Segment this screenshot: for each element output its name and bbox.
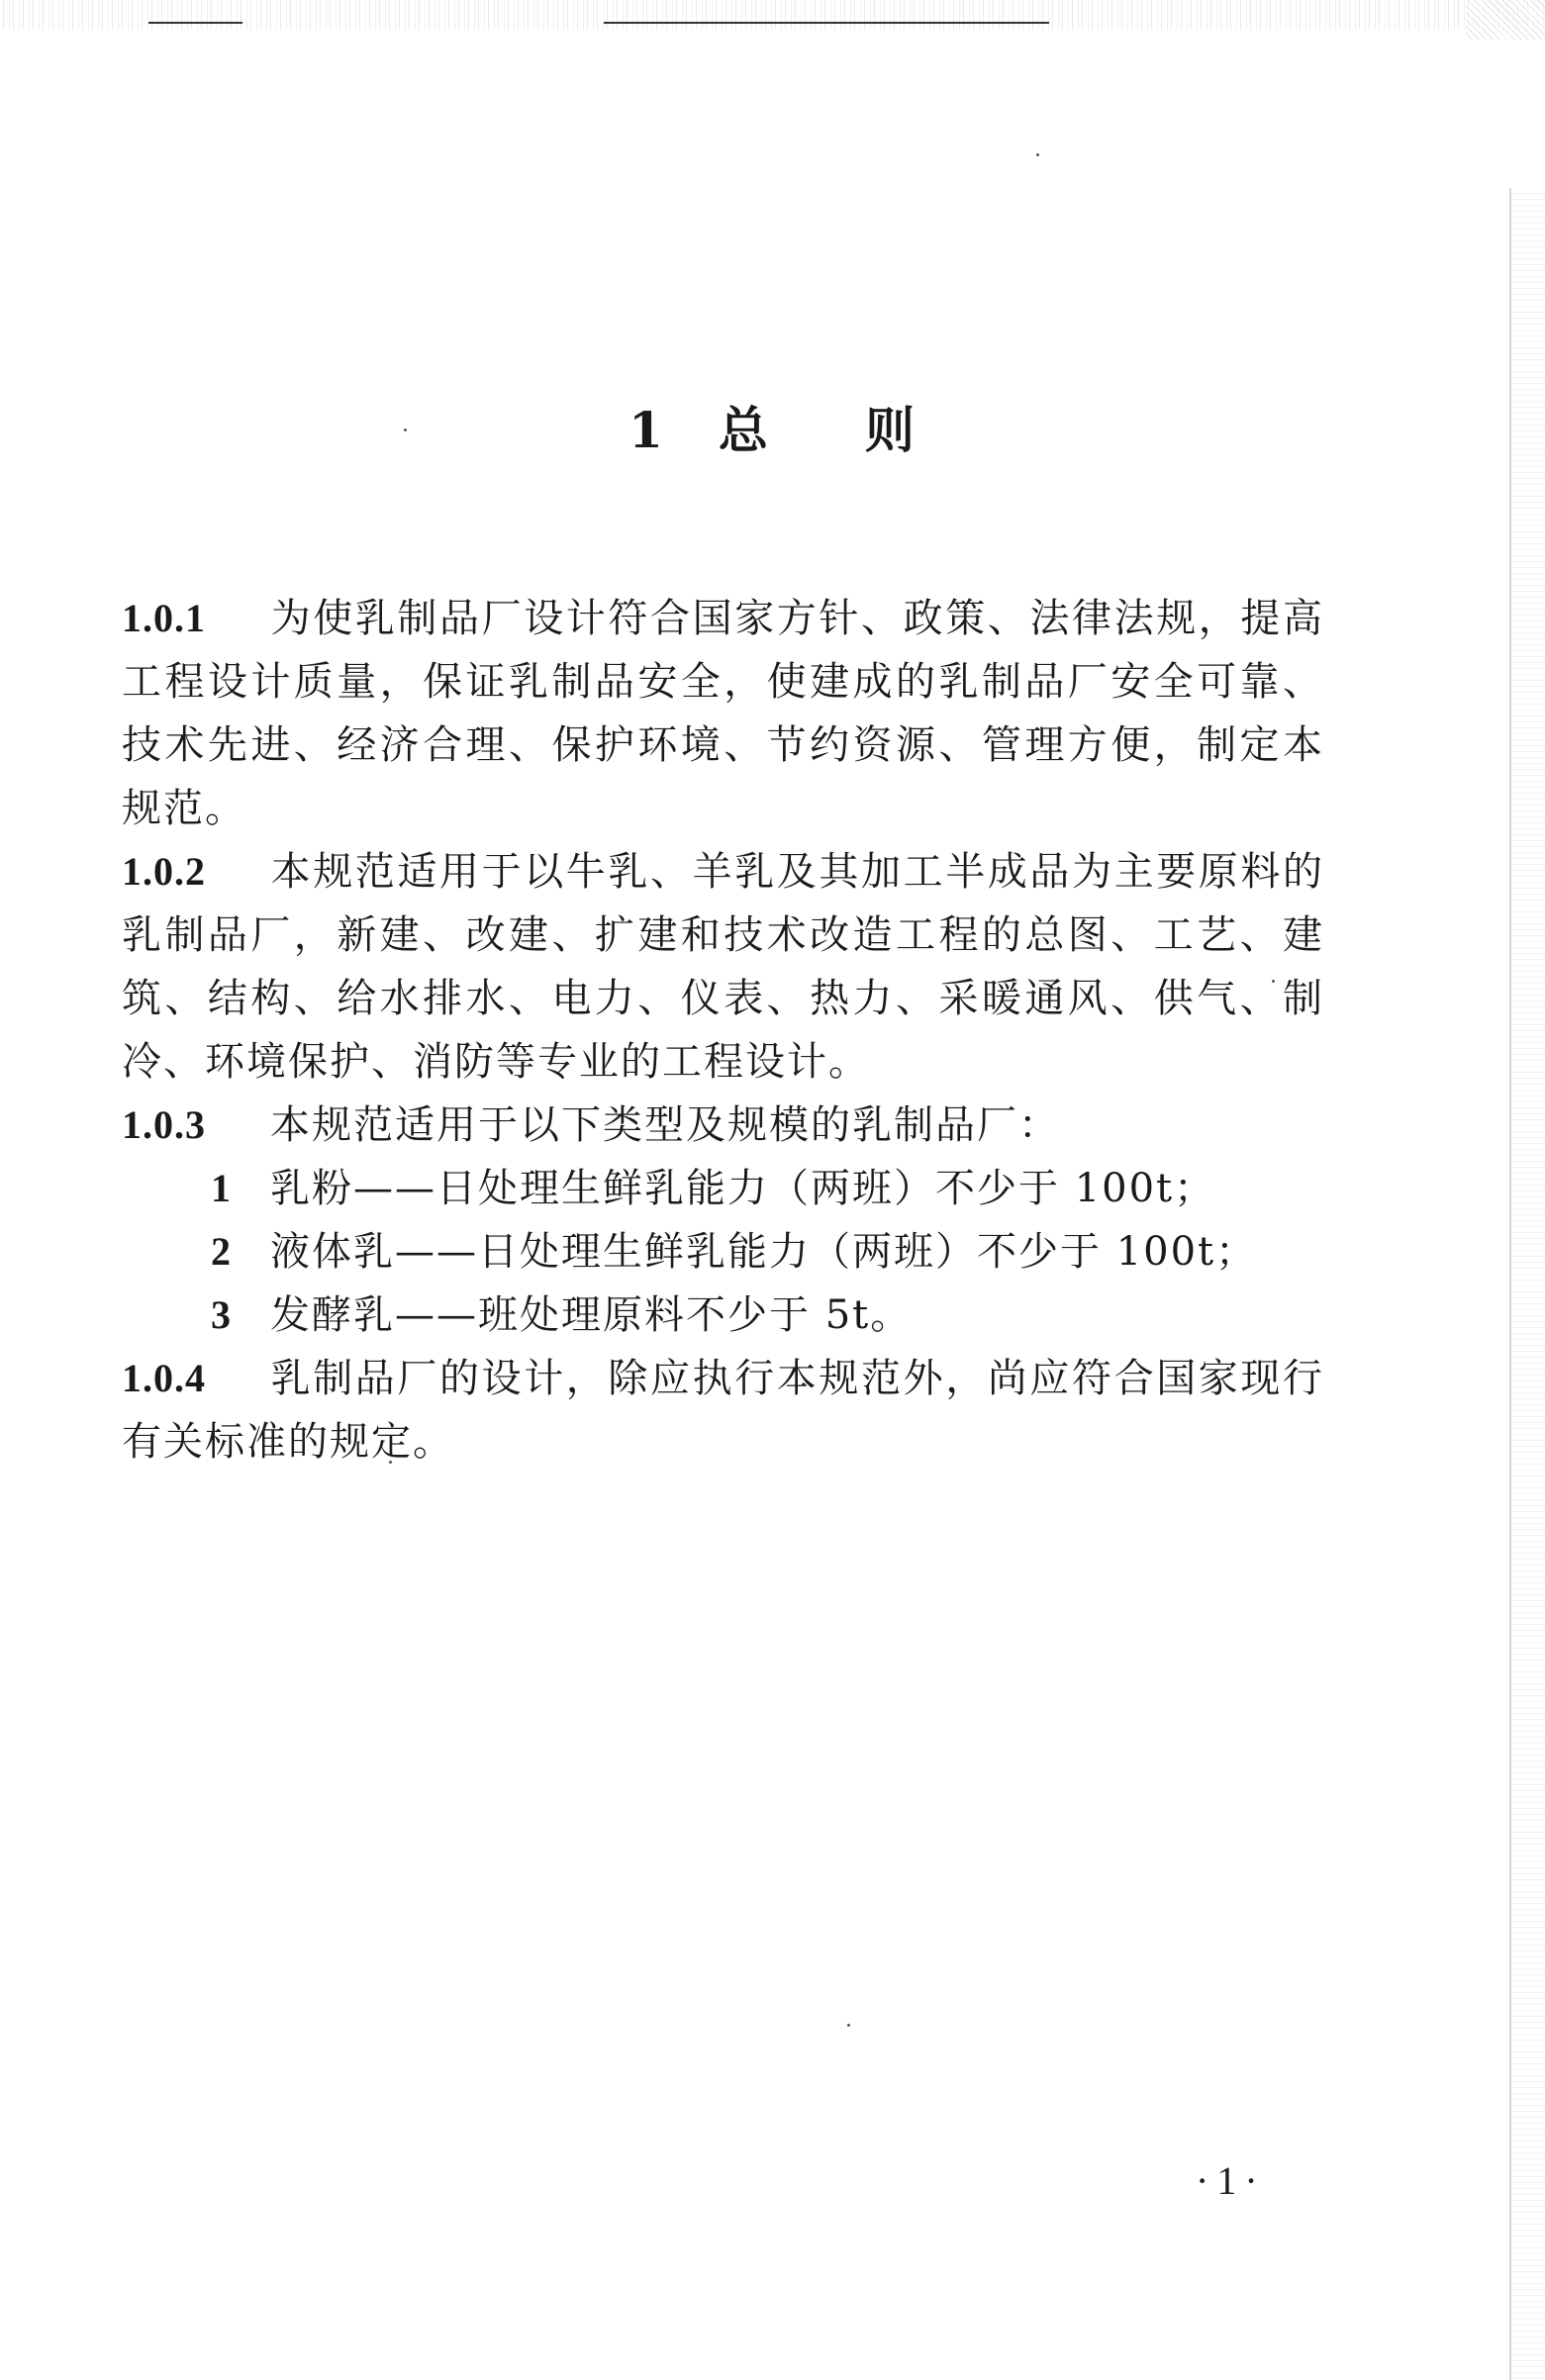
list-item: [122, 1284, 1324, 1347]
clause-number: 1.0.2: [122, 849, 206, 894]
clause: [122, 1347, 1324, 1474]
list-item: [122, 1157, 1324, 1220]
scan-border-top: [0, 0, 1545, 30]
list-item-text: 乳粉——日处理生鲜乳能力（两班）不少于 100t；: [270, 1166, 1216, 1211]
list-item: [122, 1220, 1324, 1284]
clause: [122, 587, 1324, 840]
clause-number: 1.0.1: [122, 596, 206, 640]
document-body: [122, 587, 1324, 1474]
chapter-title: [0, 391, 1545, 462]
clause-text: 本规范适用于以下类型及规模的乳制品厂：: [270, 1102, 1060, 1148]
chapter-title-char: 总: [718, 401, 770, 459]
clause-text: 为使乳制品厂设计符合国家方针、政策、法律法规，提高工程设计质量，保证乳制品安全，使建成的乳制品厂安全可靠、技术先进、经济合理、保护环境、节约资源、管理方便，制定本规范。: [122, 596, 1324, 831]
scan-border-right: [1509, 188, 1545, 2380]
scan-speck: [1036, 153, 1039, 156]
list-item-text: 发酵乳——班处理原料不少于 5t。: [270, 1292, 913, 1338]
list-item-number: 3: [211, 1292, 233, 1337]
scan-speck: [847, 2024, 850, 2027]
list-item-number: 2: [211, 1229, 233, 1274]
list-item-number: 1: [211, 1166, 233, 1210]
clause-number: 1.0.4: [122, 1356, 206, 1400]
scan-rule: [604, 22, 1049, 24]
clause-text: 乳制品厂的设计，除应执行本规范外，尚应符合国家现行有关标准的规定。: [122, 1356, 1324, 1465]
scan-corner: [1466, 0, 1545, 40]
clause: [122, 1094, 1324, 1157]
chapter-number: 1: [628, 401, 665, 459]
clause-number: 1.0.3: [122, 1102, 206, 1147]
clause-text: 本规范适用于以牛乳、羊乳及其加工半成品为主要原料的乳制品厂，新建、改建、扩建和技术改造工程的总图、工艺、建筑、结构、给水排水、电力、仪表、热力、采暖通风、供气、制冷、环境保护、消防等专业的工程设计。: [122, 849, 1324, 1085]
scan-rule: [148, 22, 242, 24]
chapter-title-char: 则: [864, 401, 917, 459]
page-number: ·1·: [1196, 2158, 1266, 2203]
clause: [122, 840, 1324, 1094]
list-item-text: 液体乳——日处理生鲜乳能力（两班）不少于 100t；: [270, 1229, 1258, 1275]
